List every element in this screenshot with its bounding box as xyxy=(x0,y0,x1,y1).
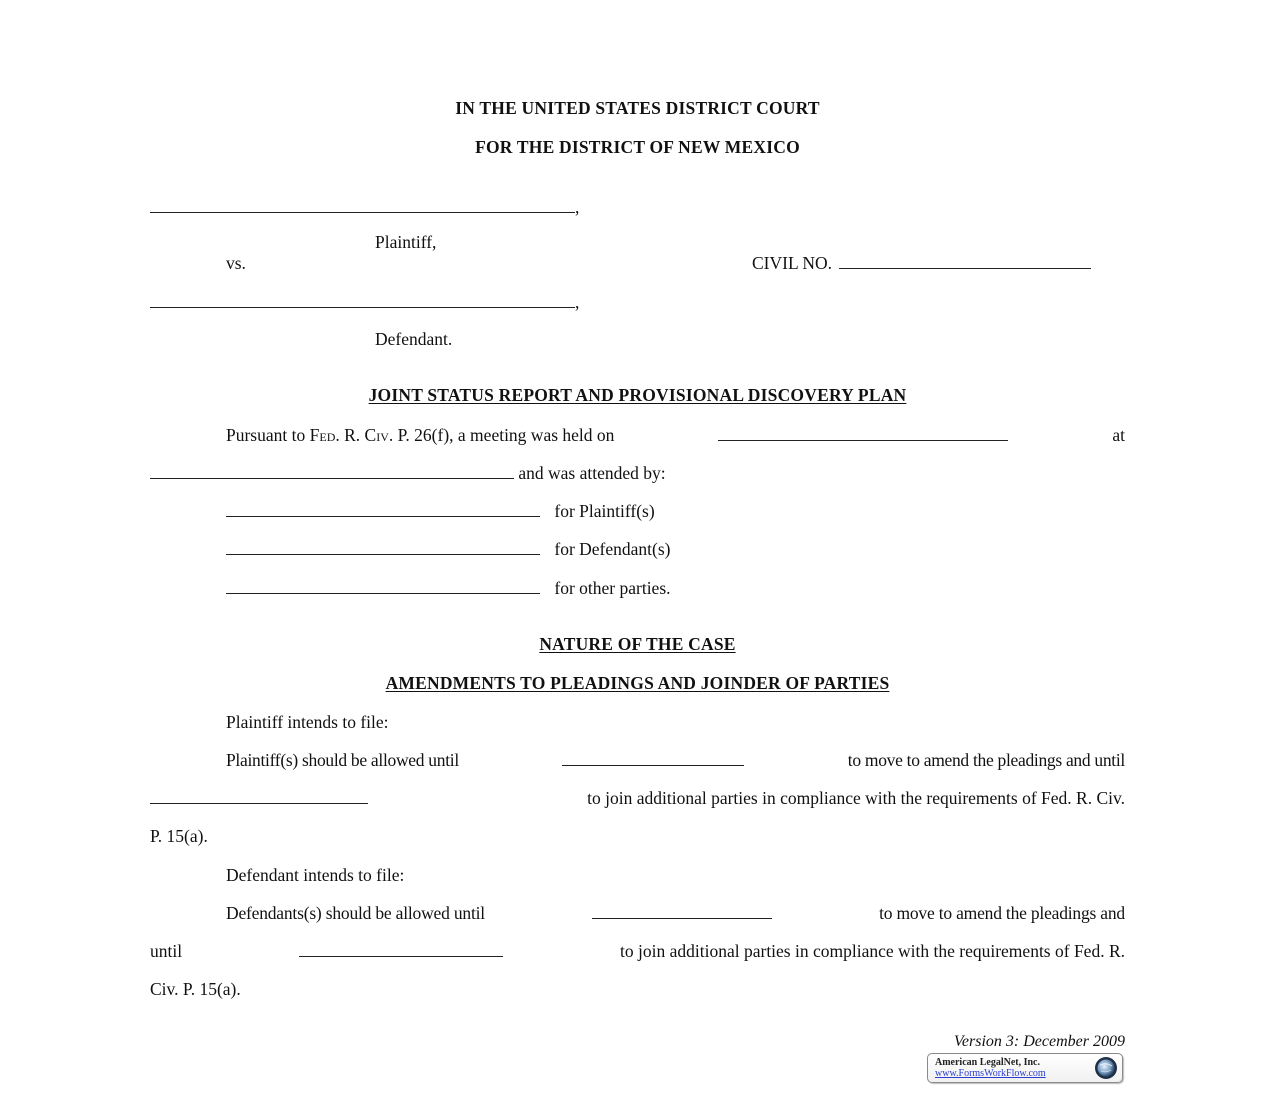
defendant-until-text: until xyxy=(150,941,183,961)
attendee-plaintiff-field[interactable] xyxy=(226,502,540,517)
defendant-intends: Defendant intends to file: xyxy=(226,865,405,885)
plaintiff-name-field[interactable] xyxy=(150,197,579,218)
meeting-line-1 xyxy=(226,425,1125,446)
defendant-allowed-text: Defendants(s) should be allowed until xyxy=(226,903,485,923)
attendee-row-plaintiff xyxy=(226,501,655,522)
vs-label: vs. xyxy=(226,253,246,273)
defendant-amend-date-field[interactable] xyxy=(592,904,772,919)
globe-logo-icon xyxy=(1094,1056,1118,1080)
plaintiff-join-date-field[interactable] xyxy=(150,789,368,804)
version-label: Version 3: December 2009 xyxy=(953,1033,1125,1050)
defendant-line-2 xyxy=(150,941,1125,962)
civil-no-field[interactable] xyxy=(839,254,1091,269)
meeting-location-field[interactable] xyxy=(150,464,514,479)
plaintiff-name-blank[interactable] xyxy=(150,198,575,213)
defendant-join-date-field[interactable] xyxy=(299,942,503,957)
meeting-line-2 xyxy=(150,463,666,484)
defendant-name-blank[interactable] xyxy=(150,293,575,308)
forms-workflow-link[interactable]: www.FormsWorkFlow.com xyxy=(935,1068,1046,1079)
plaintiff-intends: Plaintiff intends to file: xyxy=(226,712,389,732)
plaintiff-amend-text: to move to amend the pleadings and until xyxy=(847,750,1125,770)
attended-by-label: and was attended by: xyxy=(518,463,666,483)
plaintiff-amend-date-field[interactable] xyxy=(562,751,744,766)
court-district: FOR THE DISTRICT OF NEW MEXICO xyxy=(475,137,800,157)
document-title: JOINT STATUS REPORT AND PROVISIONAL DISCOVERY PLAN xyxy=(368,385,907,405)
comma: , xyxy=(575,292,580,312)
attendee-row-other xyxy=(226,578,671,599)
defendant-line-3: Civ. P. 15(a). xyxy=(150,979,241,999)
meeting-intro: Pursuant to Fed. R. Civ. P. 26(f), a meeting was held on xyxy=(226,425,615,445)
attendee-other-field[interactable] xyxy=(226,579,540,594)
attendee-plaintiff-label: for Plaintiff(s) xyxy=(554,501,655,521)
section-amendments: AMENDMENTS TO PLEADINGS AND JOINDER OF PARTIES xyxy=(385,673,890,693)
civil-no-label: CIVIL NO. xyxy=(752,253,833,273)
plaintiff-join-text: to join additional parties in compliance with the requirements of Fed. R. Civ. xyxy=(587,788,1125,808)
plaintiff-label: Plaintiff, xyxy=(375,232,437,252)
meeting-date-field[interactable] xyxy=(718,426,1008,441)
plaintiff-allowed-text: Plaintiff(s) should be allowed until xyxy=(226,750,459,770)
court-name: IN THE UNITED STATES DISTRICT COURT xyxy=(455,98,820,118)
plaintiff-line-2 xyxy=(150,788,1125,809)
plaintiff-line-1 xyxy=(226,750,1125,771)
defendant-amend-text: to move to amend the pleadings and xyxy=(879,903,1125,923)
american-legalnet-badge[interactable] xyxy=(927,1053,1123,1083)
at-label: at xyxy=(1112,425,1125,445)
attendee-defendant-field[interactable] xyxy=(226,540,540,555)
attendee-row-defendant xyxy=(226,539,671,560)
section-nature-of-case: NATURE OF THE CASE xyxy=(539,634,736,654)
civil-no-row xyxy=(752,253,1091,274)
comma: , xyxy=(575,197,580,217)
plaintiff-line-3: P. 15(a). xyxy=(150,826,208,846)
company-name: American LegalNet, Inc. xyxy=(935,1057,1040,1068)
defendant-join-text: to join additional parties in compliance with the requirements of Fed. R. xyxy=(620,941,1125,961)
attendee-other-label: for other parties. xyxy=(554,578,671,598)
defendant-line-1 xyxy=(226,903,1125,924)
defendant-name-field[interactable] xyxy=(150,292,579,313)
attendee-defendant-label: for Defendant(s) xyxy=(554,539,671,559)
defendant-label: Defendant. xyxy=(375,329,453,349)
